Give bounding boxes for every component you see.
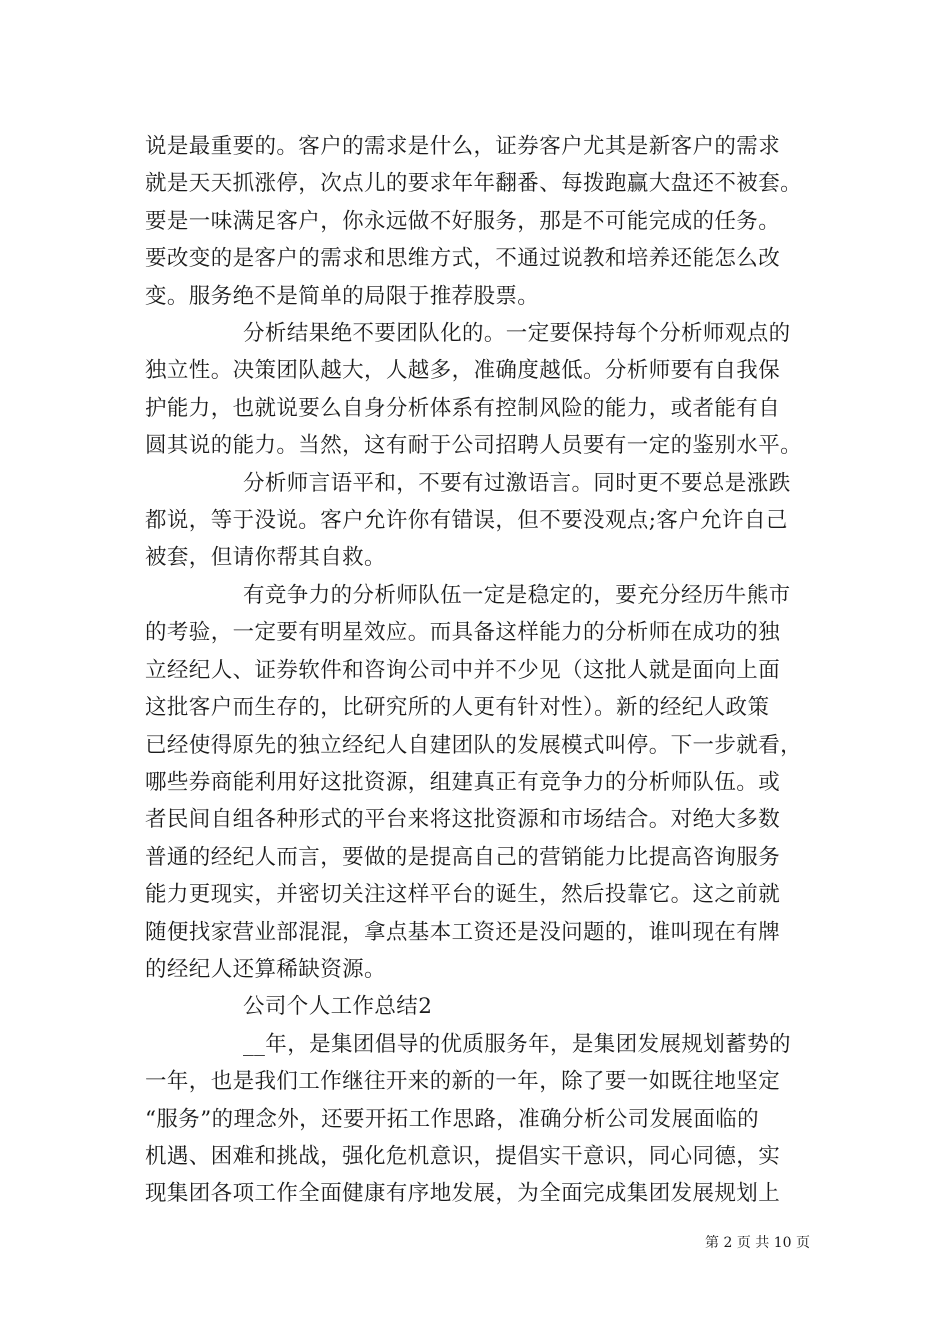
text-line: 有竞争力的分析师队伍一定是稳定的，要充分经历牛熊市 [243,582,791,608]
paragraph-5 [145,1026,810,1213]
text-line: 机遇、困难和挑战，强化危机意识，提倡实干意识，同心同德，实 [145,1143,781,1169]
text-line: 要是一味满足客户，你永远做不好服务，那是不可能完成的任务。 [145,208,781,234]
text-line: 的经纪人还算稀缺资源。 [145,956,386,982]
document-body [145,128,810,1213]
text-line: 就是天天抓涨停，次点儿的要求年年翻番、每拨跑赢大盘还不被套。 [145,171,803,197]
text-line: 一年，也是我们工作继往开来的新的一年，除了要一如既往地坚定 [145,1069,781,1095]
text-line: “服务”的理念外，还要开拓工作思路，准确分析公司发展面临的 [145,1106,760,1132]
text-line: 能力更现实，并密切关注这样平台的诞生，然后投靠它。这之前就 [145,882,781,908]
text-line: 者民间自组各种形式的平台来将这批资源和市场结合。对绝大多数 [145,807,781,833]
text-line: 随便找家营业部混混，拿点基本工资还是没问题的，谁叫现在有牌 [145,919,781,945]
text-line: 分析师言语平和，不要有过激语言。同时更不要总是涨跌 [243,470,791,496]
text-line: 被套，但请你帮其自救。 [145,545,386,571]
paragraph-3 [145,465,810,577]
paragraph-1 [145,128,810,315]
text-line: 这批客户而生存的，比研究所的人更有针对性）。新的经纪人政策 [145,695,770,721]
text-line: 普通的经纪人而言，要做的是提高自己的营销能力比提高咨询服务 [145,844,781,870]
text-line: 哪些券商能利用好这批资源，组建真正有竞争力的分析师队伍。或 [145,769,781,795]
text-line: 立经纪人、证券软件和咨询公司中并不少见（这批人就是面向上面 [145,657,781,683]
paragraph-2 [145,315,810,465]
text-line: 说是最重要的。客户的需求是什么，证券客户尤其是新客户的需求 [145,134,781,159]
text-line: 都说，等于没说。客户允许你有错误，但不要没观点;客户允许自己 [145,508,788,534]
text-line: 圆其说的能力。当然，这有耐于公司招聘人员要有一定的鉴别水平。 [145,433,803,459]
paragraph-4 [145,577,810,988]
text-line: 已经使得原先的独立经纪人自建团队的发展模式叫停。下一步就看， [145,732,803,758]
text-line: 要改变的是客户的需求和思维方式，不通过说教和培养还能怎么改 [145,246,781,272]
text-line: 分析结果绝不要团队化的。一定要保持每个分析师观点的 [243,321,791,347]
text-line: 变。服务绝不是简单的局限于推荐股票。 [145,283,540,309]
text-line: 护能力，也就说要么自身分析体系有控制风险的能力，或者能有自 [145,395,781,421]
page-number-footer: 第 2 页 共 10 页 [705,1235,810,1251]
section-heading [145,988,810,1025]
text-line: __年，是集团倡导的优质服务年，是集团发展规划蓄势的 [243,1031,791,1057]
text-line: 独立性。决策团队越大，人越多，准确度越低。分析师要有自我保 [145,358,781,384]
text-line: 的考验，一定要有明星效应。而具备这样能力的分析师在成功的独 [145,620,781,646]
text-line: 现集团各项工作全面健康有序地发展，为全面完成集团发展规划上 [145,1181,781,1207]
heading-text: 公司个人工作总结2 [243,994,433,1020]
